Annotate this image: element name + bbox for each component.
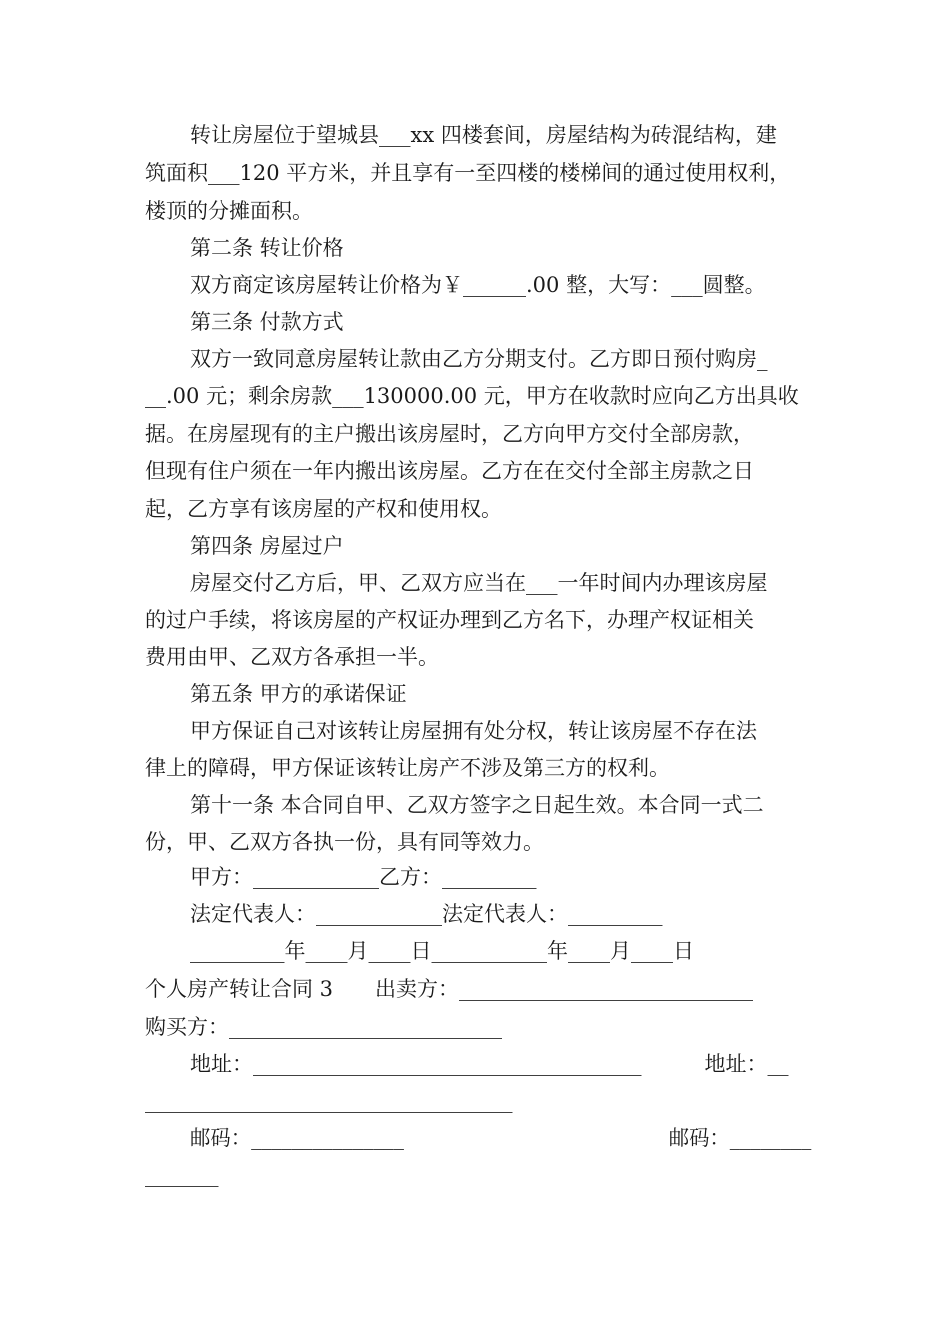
- text-line: 费用由甲、乙双方各承担一半。: [145, 645, 439, 669]
- section-heading: 第三条 付款方式: [190, 310, 344, 334]
- address-continuation: ___________________________________: [145, 1089, 513, 1113]
- contract-title-line: 个人房产转让合同 3 出卖方：____________________________: [145, 977, 754, 1001]
- section-heading: 第二条 转让价格: [190, 236, 344, 260]
- text-line: 起，乙方享有该房屋的产权和使用权。: [145, 497, 502, 521]
- text-line: 的过户手续，将该房屋的产权证办理到乙方名下，办理产权证相关: [145, 608, 754, 632]
- section-heading: 第四条 房屋过户: [190, 534, 344, 558]
- postcode-line: 邮码：_______________ 邮码：________: [190, 1126, 812, 1150]
- signature-line: 甲方：____________乙方：_________: [190, 865, 537, 889]
- text-line: 但现有住户须在一年内搬出该房屋。乙方在在交付全部主房款之日: [145, 459, 754, 483]
- text-line: 楼顶的分摊面积。: [145, 199, 313, 223]
- address-line: 地址：_____________________________________ 地址：__: [190, 1052, 789, 1076]
- postcode-continuation: _______: [145, 1163, 219, 1187]
- text-line: 房屋交付乙方后，甲、乙双方应当在___一年时间内办理该房屋: [190, 571, 768, 595]
- text-line: 甲方保证自己对该转让房屋拥有处分权，转让该房屋不存在法: [190, 719, 757, 743]
- text-line: 律上的障碍，甲方保证该转让房产不涉及第三方的权利。: [145, 756, 670, 780]
- text-line: 筑面积___120 平方米，并且享有一至四楼的楼梯间的通过使用权利，: [145, 161, 791, 185]
- text-line: 据。在房屋现有的主户搬出该房屋时，乙方向甲方交付全部房款，: [145, 422, 754, 446]
- text-line: __.00 元；剩余房款___130000.00 元，甲方在收款时应向乙方出具收: [145, 384, 799, 408]
- text-line: 双方一致同意房屋转让款由乙方分期支付。乙方即日预付购房_: [190, 347, 768, 371]
- text-line: 双方商定该房屋转让价格为￥______.00 整，大写：___圆整。: [190, 273, 766, 297]
- section-heading: 第五条 甲方的承诺保证: [190, 682, 407, 706]
- signature-line: 法定代表人：____________法定代表人：_________: [190, 902, 663, 926]
- text-line: 第十一条 本合同自甲、乙双方签字之日起生效。本合同一式二: [190, 793, 764, 817]
- text-line: 份，甲、乙双方各执一份，具有同等效力。: [145, 830, 544, 854]
- date-line: _________年____月____日___________年____月____日: [190, 939, 694, 963]
- text-line: 转让房屋位于望城县___xx 四楼套间，房屋结构为砖混结构，建: [190, 123, 777, 147]
- buyer-line: 购买方：__________________________: [145, 1015, 502, 1039]
